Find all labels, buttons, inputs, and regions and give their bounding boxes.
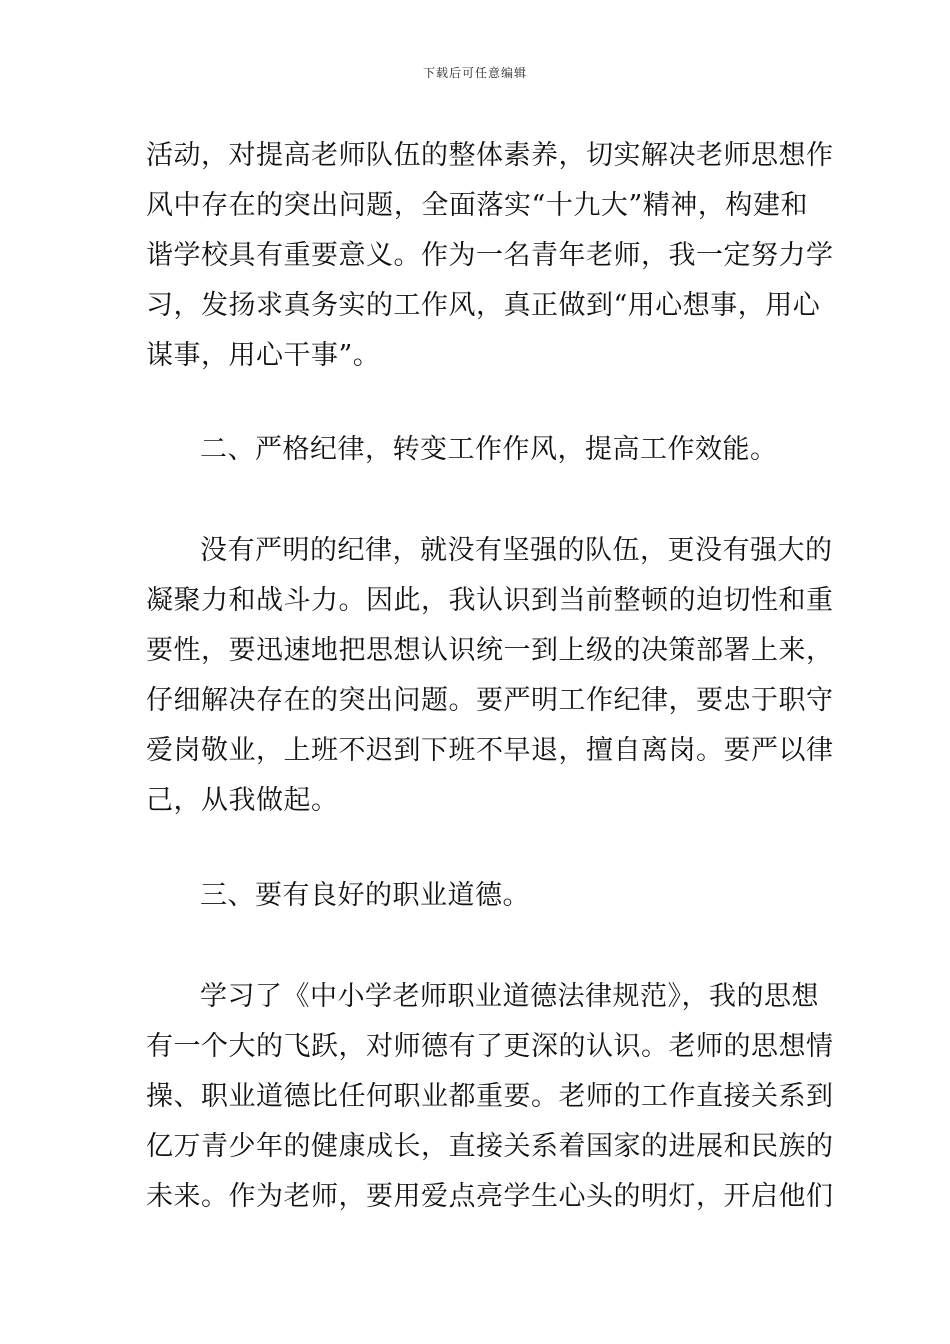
- text-line: 谋事，用心干事”。: [146, 340, 381, 371]
- text-line: 仔细解决存在的突出问题。要严明工作纪律，要忠于职守: [146, 685, 834, 716]
- heading-line: 三、要有良好的职业道德。: [200, 880, 530, 911]
- text-line: 习，发扬求真务实的工作风，真正做到“用心想事，用心: [146, 290, 821, 321]
- paragraph-3: [146, 972, 834, 1222]
- text-line: 活动，对提高老师队伍的整体素养，切实解决老师思想作: [146, 140, 834, 171]
- text-line: 凝聚力和战斗力。因此，我认识到当前整顿的迫切性和重: [146, 585, 834, 616]
- text-line: 己，从我做起。: [146, 785, 339, 816]
- text-line: 学习了《中小学老师职业道德法律规范》，我的思想: [200, 981, 819, 1012]
- section-heading-2: [146, 425, 808, 475]
- text-line: 操、职业道德比任何职业都重要。老师的工作直接关系到: [146, 1081, 834, 1112]
- text-line: 亿万青少年的健康成长，直接关系着国家的进展和民族的: [146, 1131, 834, 1162]
- paragraph-1: [146, 131, 834, 381]
- text-line: 有一个大的飞跃，对师德有了更深的认识。老师的思想情: [146, 1031, 834, 1062]
- page-header: 下载后可任意编辑: [422, 66, 527, 80]
- text-line: 爱岗敬业，上班不迟到下班不早退，擅自离岗。要严以律: [146, 735, 834, 766]
- text-line: 谐学校具有重要意义。作为一名青年老师，我一定努力学: [146, 240, 834, 271]
- section-heading-3: [146, 871, 808, 921]
- text-line: 要性，要迅速地把思想认识统一到上级的决策部署上来，: [146, 635, 834, 666]
- paragraph-2: [146, 526, 834, 826]
- text-line: 风中存在的突出问题，全面落实“十九大”精神，构建和: [146, 190, 808, 221]
- text-line: 没有严明的纪律，就没有坚强的队伍，更没有强大的: [200, 535, 833, 566]
- heading-line: 二、严格纪律，转变工作作风，提高工作效能。: [200, 434, 778, 465]
- text-line: 未来。作为老师，要用爱点亮学生心头的明灯，开启他们: [146, 1181, 834, 1212]
